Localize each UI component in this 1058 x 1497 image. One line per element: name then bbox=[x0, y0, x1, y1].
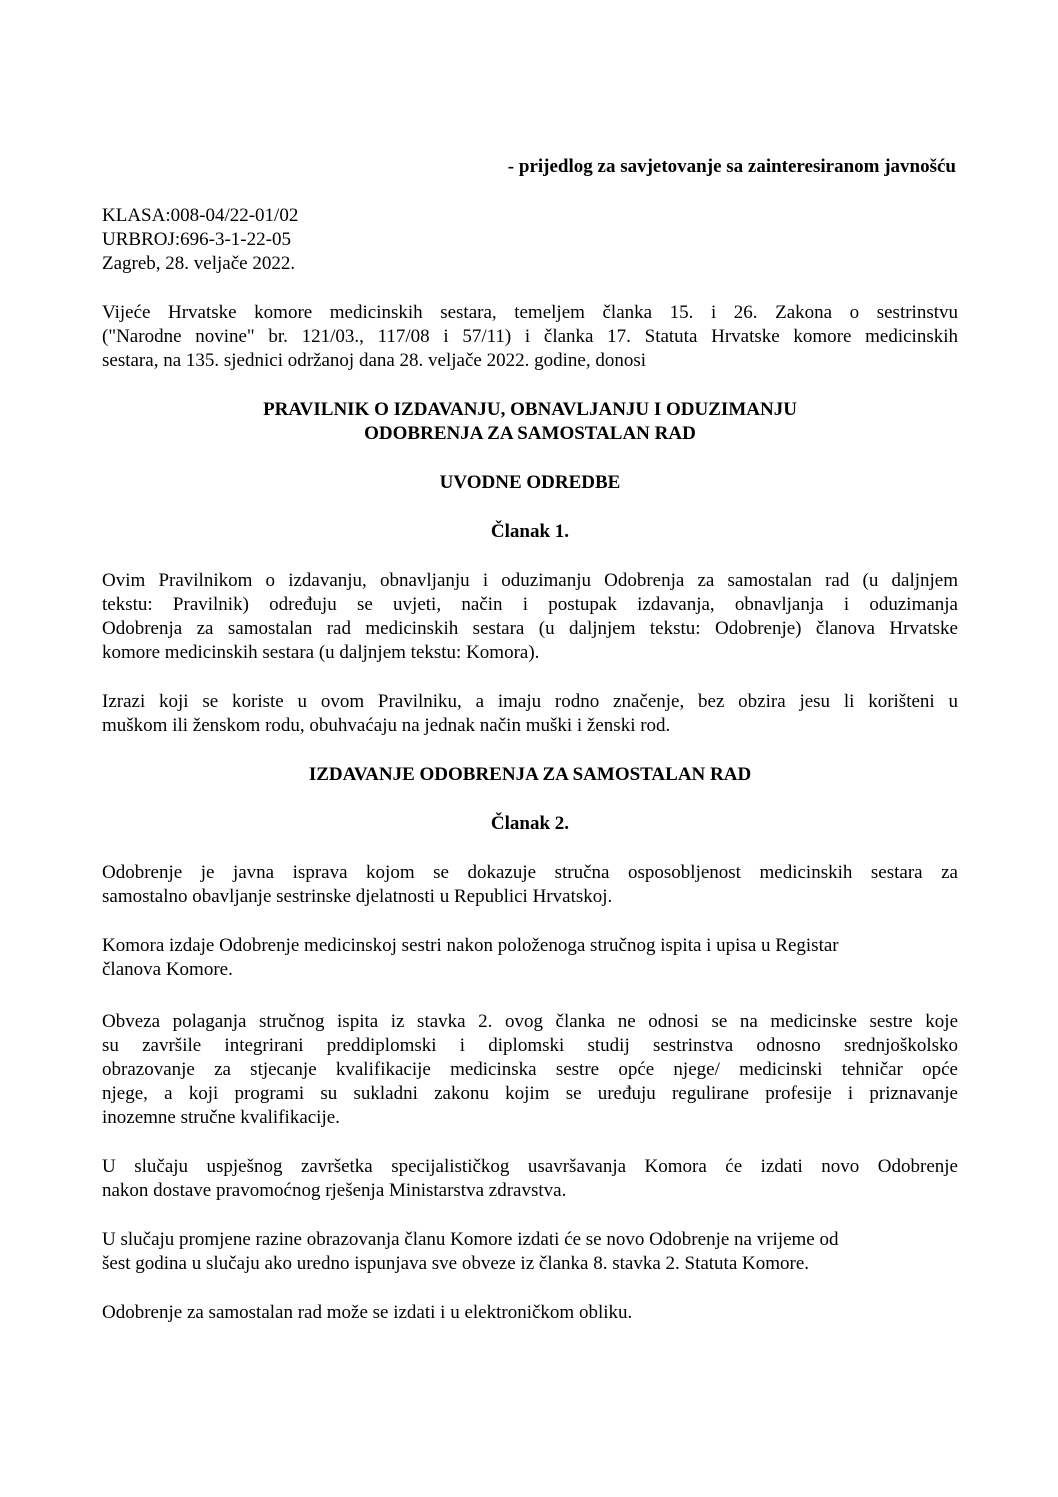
article-heading: Članak 1. bbox=[490, 521, 570, 542]
paragraph-line: samostalno obavljanje sestrinske djelatnosti u Republici Hrvatskoj. bbox=[102, 886, 613, 907]
paragraph-line: Odobrenje je javna isprava kojom se dokazuje stručna osposobljenost medicinskih sestara za bbox=[102, 862, 958, 883]
paragraph-line: su završile integrirani preddiplomski i diplomski studij sestrinstva odnosno srednjoškolsko bbox=[102, 1035, 958, 1056]
consultation-note: - prijedlog za savjetovanje sa zainteresiranom javnošću bbox=[507, 156, 956, 177]
document-title: ODOBRENJA ZA SAMOSTALAN RAD bbox=[364, 423, 696, 444]
paragraph-line: članova Komore. bbox=[102, 959, 233, 980]
paragraph-line: komore medicinskih sestara (u daljnjem tekstu: Komora). bbox=[102, 642, 540, 663]
urbroj-number: URBROJ:696-3-1-22-05 bbox=[102, 229, 291, 250]
paragraph-line: Odobrenje za samostalan rad može se izdati i u elektroničkom obliku. bbox=[102, 1302, 633, 1323]
preamble-line: Vijeće Hrvatske komore medicinskih sestara, temeljem članka 15. i 26. Zakona o sestrinstvu bbox=[102, 302, 958, 323]
section-heading: UVODNE ODREDBE bbox=[439, 472, 621, 493]
paragraph-line: njege, a koji programi su sukladni zakonu kojim se uređuju regulirane profesije i priznavanje bbox=[102, 1083, 958, 1104]
preamble-line: sestara, na 135. sjednici održanoj dana 28. veljače 2022. godine, donosi bbox=[102, 350, 646, 371]
paragraph-line: šest godina u slučaju ako uredno ispunjava sve obveze iz članka 8. stavka 2. Statuta Komore. bbox=[102, 1253, 810, 1274]
document-title: PRAVILNIK O IZDAVANJU, OBNAVLJANJU I ODUZIMANJU bbox=[263, 399, 797, 420]
paragraph-line: Komora izdaje Odobrenje medicinskoj sestri nakon položenoga stručnog ispita i upisa u Registar bbox=[102, 935, 839, 956]
place-date: Zagreb, 28. veljače 2022. bbox=[102, 253, 296, 274]
paragraph-line: tekstu: Pravilnik) određuju se uvjeti, način i postupak izdavanja, obnavljanja i oduzimanja bbox=[102, 594, 958, 615]
paragraph-line: Obveza polaganja stručnog ispita iz stavka 2. ovog članka ne odnosi se na medicinske sestre koje bbox=[102, 1011, 958, 1032]
paragraph-line: obrazovanje za stjecanje kvalifikacije medicinska sestre opće njege/ medicinski tehničar opće bbox=[102, 1059, 958, 1080]
preamble-line: ("Narodne novine" br. 121/03., 117/08 i 57/11) i članka 17. Statuta Hrvatske komore medicinskih bbox=[102, 326, 958, 347]
paragraph-line: U slučaju uspješnog završetka specijalističkog usavršavanja Komora će izdati novo Odobrenje bbox=[102, 1156, 958, 1177]
paragraph-line: muškom ili ženskom rodu, obuhvaćaju na jednak način muški i ženski rod. bbox=[102, 715, 671, 736]
section-heading: IZDAVANJE ODOBRENJA ZA SAMOSTALAN RAD bbox=[308, 764, 752, 785]
paragraph-line: inozemne stručne kvalifikacije. bbox=[102, 1107, 340, 1128]
klasa-number: KLASA:008-04/22-01/02 bbox=[102, 205, 299, 226]
paragraph-line: nakon dostave pravomoćnog rješenja Ministarstva zdravstva. bbox=[102, 1180, 567, 1201]
article-heading: Članak 2. bbox=[490, 813, 570, 834]
paragraph-line: Odobrenja za samostalan rad medicinskih sestara (u daljnjem tekstu: Odobrenje) članova Hrvatske bbox=[102, 618, 958, 639]
paragraph-line: U slučaju promjene razine obrazovanja članu Komore izdati će se novo Odobrenje na vrijeme od bbox=[102, 1229, 839, 1250]
paragraph-line: Izrazi koji se koriste u ovom Pravilniku, a imaju rodno značenje, bez obzira jesu li korišteni u bbox=[102, 691, 958, 712]
paragraph-line: Ovim Pravilnikom o izdavanju, obnavljanju i oduzimanju Odobrenja za samostalan rad (u daljnjem bbox=[102, 570, 958, 591]
